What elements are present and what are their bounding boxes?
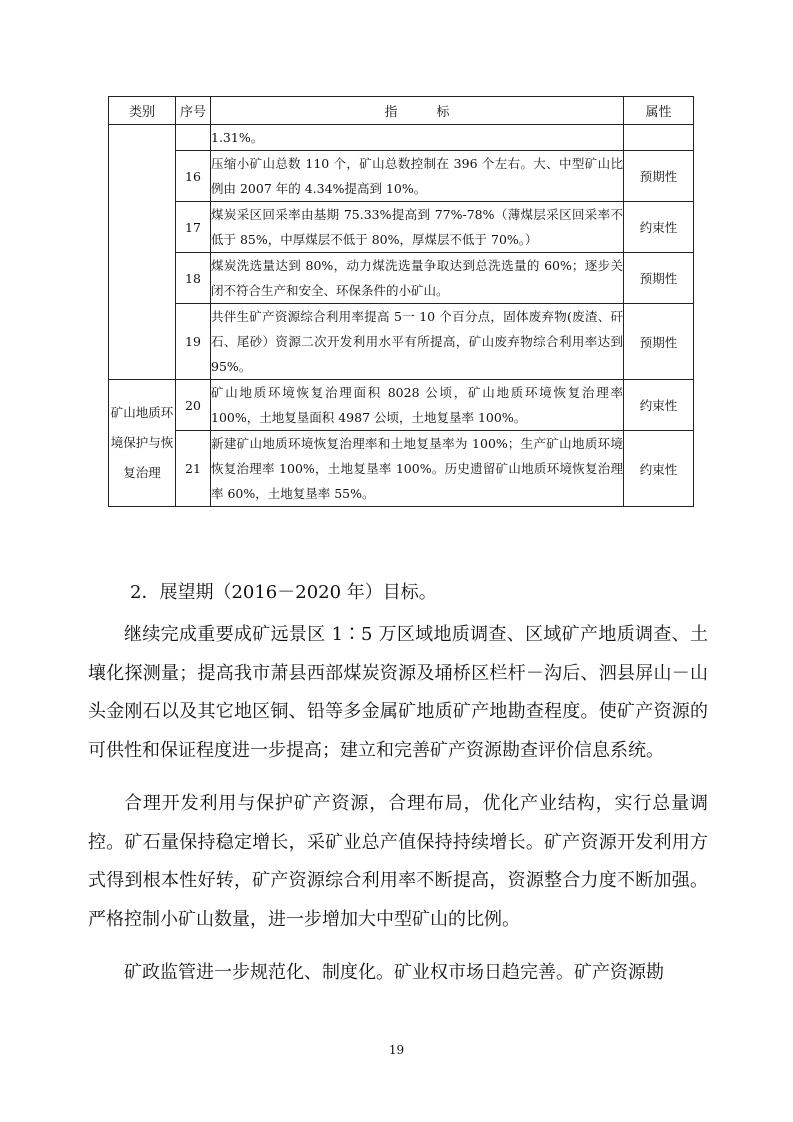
row-number [176, 125, 211, 151]
header-category: 类别 [109, 97, 176, 125]
indicator-text: 1.31%。 [211, 125, 624, 151]
indicator-text: 煤炭采区回采率由基期 75.33%提高到 77%-78%（薄煤层采区回采率不低于 85%，中厚煤层不低于 80%，厚煤层不低于 70%。） [211, 202, 624, 253]
table-row [109, 431, 694, 507]
row-number: 21 [176, 431, 211, 507]
indicators-table [108, 96, 694, 507]
indicator-text: 矿山地质环境恢复治理面积 8028 公顷，矿山地质环境恢复治理率 100%，土地复垦面积 4987 公顷，土地复垦率 100%。 [211, 380, 624, 431]
indicator-text: 新建矿山地质环境恢复治理率和土地复垦率为 100%；生产矿山地质环境恢复治理率 100%，土地复垦率 100%。历史遗留矿山地质环境恢复治理率 60%，土地复垦率 55%。 [211, 431, 624, 507]
table-row [109, 380, 694, 431]
attribute-cell: 预期性 [624, 304, 694, 380]
paragraph: 继续完成重要成矿远景区 1∶5 万区域地质调查、区域矿产地质调查、土壤化探测量；提高我市萧县西部煤炭资源及埇桥区栏杆－沟后、泗县屏山－山头金刚石以及其它地区铜、铅等多金属矿地质矿产地勘查程度。使矿产资源的可供性和保证程度进一步提高；建立和完善矿产资源勘查评价信息系统。 [88, 624, 708, 761]
attribute-cell: 预期性 [624, 151, 694, 202]
attribute-cell: 约束性 [624, 380, 694, 431]
indicator-text: 煤炭洗选量达到 80%，动力煤洗选量争取达到总洗选量的 60%；逐步关闭不符合生产和安全、环保条件的小矿山。 [211, 253, 624, 304]
row-number: 16 [176, 151, 211, 202]
body-text [88, 616, 708, 993]
attribute-cell [624, 125, 694, 151]
attribute-cell: 约束性 [624, 431, 694, 507]
table-row [109, 125, 694, 151]
paragraph: 矿政监管进一步规范化、制度化。矿业权市场日趋完善。矿产资源勘 [124, 962, 664, 983]
table-row [109, 151, 694, 202]
header-attribute: 属性 [624, 97, 694, 125]
row-number: 19 [176, 304, 211, 380]
header-number: 序号 [176, 97, 211, 125]
indicator-text: 共伴生矿产资源综合利用率提高 5一 10 个百分点，固体废弃物(废渣、矸石、尾砂）资源二次开发利用水平有所提高，矿山废弃物综合利用率达到 95%。 [211, 304, 624, 380]
table-row [109, 253, 694, 304]
row-number: 18 [176, 253, 211, 304]
attribute-cell: 约束性 [624, 202, 694, 253]
paragraph: 合理开发利用与保护矿产资源，合理布局，优化产业结构，实行总量调控。矿石量保持稳定增长，采矿业总产值保持持续增长。矿产资源开发利用方式得到根本性好转，矿产资源综合利用率不断提高，资源整合力度不断加强。严格控制小矿山数量，进一步增加大中型矿山的比例。 [88, 793, 708, 930]
row-number: 17 [176, 202, 211, 253]
table-row [109, 202, 694, 253]
category-cell [109, 125, 176, 380]
attribute-cell: 预期性 [624, 253, 694, 304]
page-number: 19 [388, 1043, 405, 1057]
category-cell: 矿山地质环境保护与恢复治理 [109, 380, 176, 507]
indicator-text: 压缩小矿山总数 110 个，矿山总数控制在 396 个左右。大、中型矿山比例由 2007 年的 4.34%提高到 10%。 [211, 151, 624, 202]
section-heading: 2．展望期（2016－2020 年）目标。 [130, 582, 437, 603]
table-row [109, 304, 694, 380]
table-header-row [109, 97, 694, 125]
header-indicator: 指 标 [211, 97, 624, 125]
row-number: 20 [176, 380, 211, 431]
